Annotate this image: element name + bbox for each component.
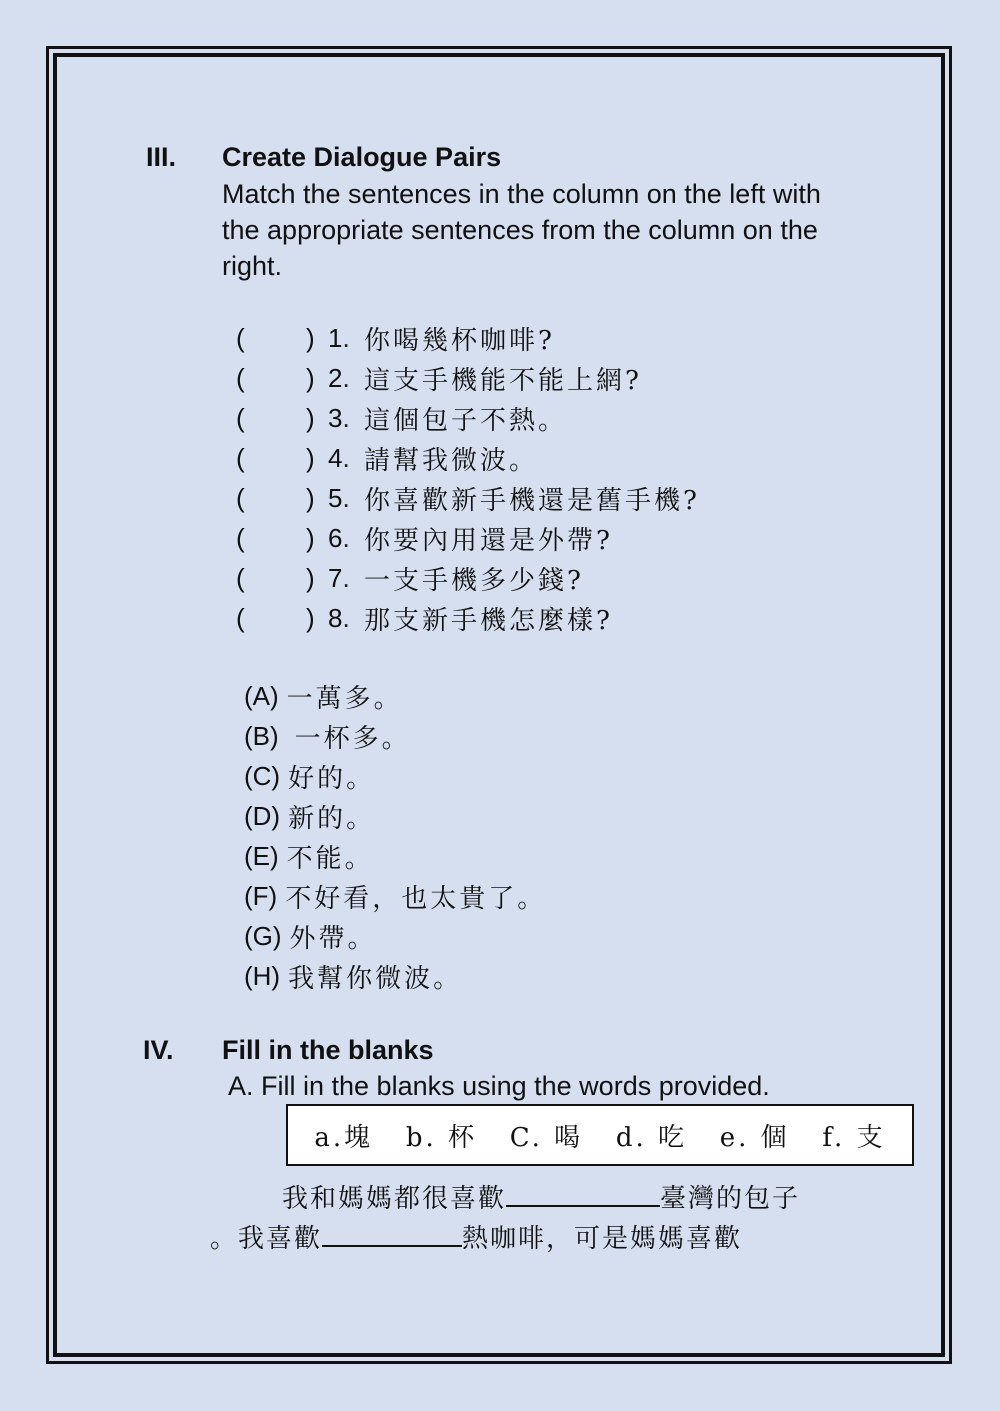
option-text: 外帶。 [289,923,377,954]
option-letter: (B) [244,720,279,751]
question-item [236,518,700,558]
question-number: 6. [328,522,350,553]
answer-option [244,676,546,716]
question-text: 這支手機能不能上網? [364,365,642,396]
fill-blank[interactable] [322,1227,462,1247]
question-number: 4. [328,442,350,473]
question-item [236,438,700,478]
answer-paren-close: ) [306,362,315,393]
answer-option-list [244,676,546,996]
question-text: 一支手機多少錢? [364,565,584,596]
answer-paren-open: ( [236,322,245,353]
answer-option [244,876,546,916]
question-number: 2. [328,362,350,393]
option-letter: (A) [244,680,279,711]
answer-paren-open: ( [236,442,245,473]
option-letter: (F) [244,880,278,911]
question-item [236,398,700,438]
option-text: 不能。 [286,843,374,874]
question-text: 請幫我微波。 [364,445,539,476]
section-4-subinstruction: A. Fill in the blanks using the words provided. [228,1071,770,1101]
word-option: f. 支 [822,1122,886,1153]
fill-text: 。我喜歡 [210,1224,323,1254]
section-3-instruction: Match the sentences in the column on the left with the appropriate sentences from the column on the right. [222,179,821,281]
word-option: e. 個 [719,1122,790,1153]
answer-paren-close: ) [306,402,315,433]
option-letter: (H) [244,960,281,991]
question-item [236,358,700,398]
question-list [236,318,700,638]
word-option: b. 杯 [405,1122,477,1153]
fill-text: 臺灣的包子 [660,1184,801,1214]
option-letter: (E) [244,840,279,871]
option-letter: (C) [244,760,281,791]
answer-paren-close: ) [306,322,315,353]
answer-option [244,836,546,876]
question-item [236,478,700,518]
option-letter: (G) [244,920,282,951]
word-bank [286,1104,914,1166]
question-text: 你喜歡新手機還是舊手機? [364,485,700,516]
answer-option [244,756,546,796]
question-text: 你要內用還是外帶? [364,525,613,556]
option-text: 好的。 [288,763,376,794]
question-number: 8. [328,602,350,633]
answer-paren-open: ( [236,362,245,393]
word-option: C. 喝 [509,1122,584,1153]
fill-text: 我和媽媽都很喜歡 [282,1184,507,1214]
answer-paren-close: ) [306,482,315,513]
answer-paren-close: ) [306,442,315,473]
answer-paren-open: ( [236,522,245,553]
option-text: 一萬多。 [286,683,403,714]
answer-paren-close: ) [306,522,315,553]
option-text: 新的。 [288,803,376,834]
question-number: 7. [328,562,350,593]
section-3-number: III. [146,142,177,172]
answer-paren-close: ) [306,562,315,593]
answer-paren-close: ) [306,602,315,633]
option-text: 不好看，也太貴了。 [285,883,547,914]
question-number: 1. [328,322,350,353]
question-number: 3. [328,402,350,433]
option-text: 一杯多。 [294,723,411,754]
answer-paren-open: ( [236,602,245,633]
question-item [236,598,700,638]
section-3-title: Create Dialogue Pairs [222,142,502,172]
question-item [236,558,700,598]
answer-paren-open: ( [236,402,245,433]
question-number: 5. [328,482,350,513]
word-option: a.塊 [314,1122,374,1153]
question-text: 你喝幾杯咖啡? [364,325,555,356]
answer-paren-open: ( [236,562,245,593]
question-text: 那支新手機怎麼樣? [364,605,613,636]
question-item [236,318,700,358]
fill-sentence-line-1 [282,1178,800,1215]
fill-blank[interactable] [506,1187,660,1207]
fill-text: 熱咖啡，可是媽媽喜歡 [462,1224,743,1254]
section-4-number: IV. [143,1035,174,1065]
answer-paren-open: ( [236,482,245,513]
answer-option [244,716,546,756]
answer-option [244,916,546,956]
question-text: 這個包子不熱。 [364,405,568,436]
answer-option [244,796,546,836]
option-text: 我幫你微波。 [288,963,463,994]
option-letter: (D) [244,800,281,831]
section-4-title: Fill in the blanks [222,1035,434,1065]
word-option: d. 吃 [615,1122,688,1153]
answer-option [244,956,546,996]
fill-sentence-line-2 [210,1218,742,1255]
